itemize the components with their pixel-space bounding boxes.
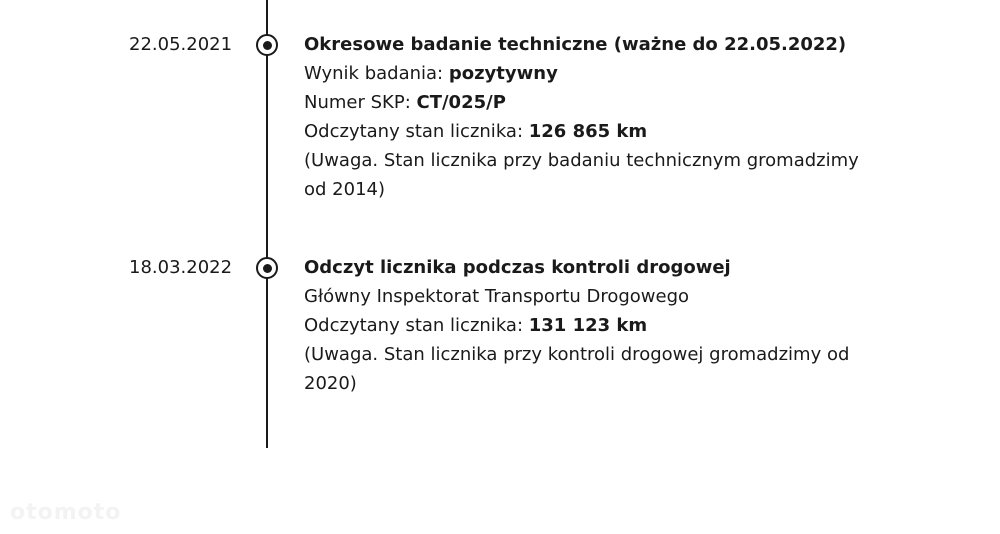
- odometer-reading: [304, 311, 884, 340]
- entry-title: Odczyt licznika podczas kontroli drogowej: [304, 257, 731, 278]
- odometer-reading: [304, 117, 884, 146]
- entry-note: (Uwaga. Stan licznika przy kontroli drogowej gromadzimy od 2020): [304, 344, 850, 394]
- entry-note: (Uwaga. Stan licznika przy badaniu technicznym gromadzimy od 2014): [304, 150, 859, 200]
- skp-number-label: Numer SKP:: [304, 92, 417, 113]
- skp-number: [304, 88, 884, 117]
- odometer-label: Odczytany stan licznika:: [304, 121, 529, 142]
- inspection-result-value: pozytywny: [448, 63, 558, 84]
- entry-date: 18.03.2022: [129, 257, 233, 278]
- timeline-line: [266, 0, 268, 448]
- entry-date: 22.05.2021: [129, 34, 233, 55]
- inspection-result: [304, 59, 884, 88]
- inspection-result-label: Wynik badania:: [304, 63, 449, 84]
- timeline-dot-icon: [256, 257, 278, 279]
- odometer-value: 131 123 km: [528, 315, 648, 336]
- odometer-value: 126 865 km: [528, 121, 648, 142]
- timeline-dot-icon: [256, 34, 278, 56]
- watermark-logo: otomoto: [10, 500, 122, 525]
- skp-number-value: CT/025/P: [416, 92, 506, 113]
- entry-body: [304, 30, 884, 204]
- entry-title: Okresowe badanie techniczne (ważne do 22.05.2022): [304, 34, 847, 55]
- odometer-label: Odczytany stan licznika:: [304, 315, 529, 336]
- entry-body: [304, 253, 884, 398]
- inspector-name: Główny Inspektorat Transportu Drogowego: [304, 286, 690, 307]
